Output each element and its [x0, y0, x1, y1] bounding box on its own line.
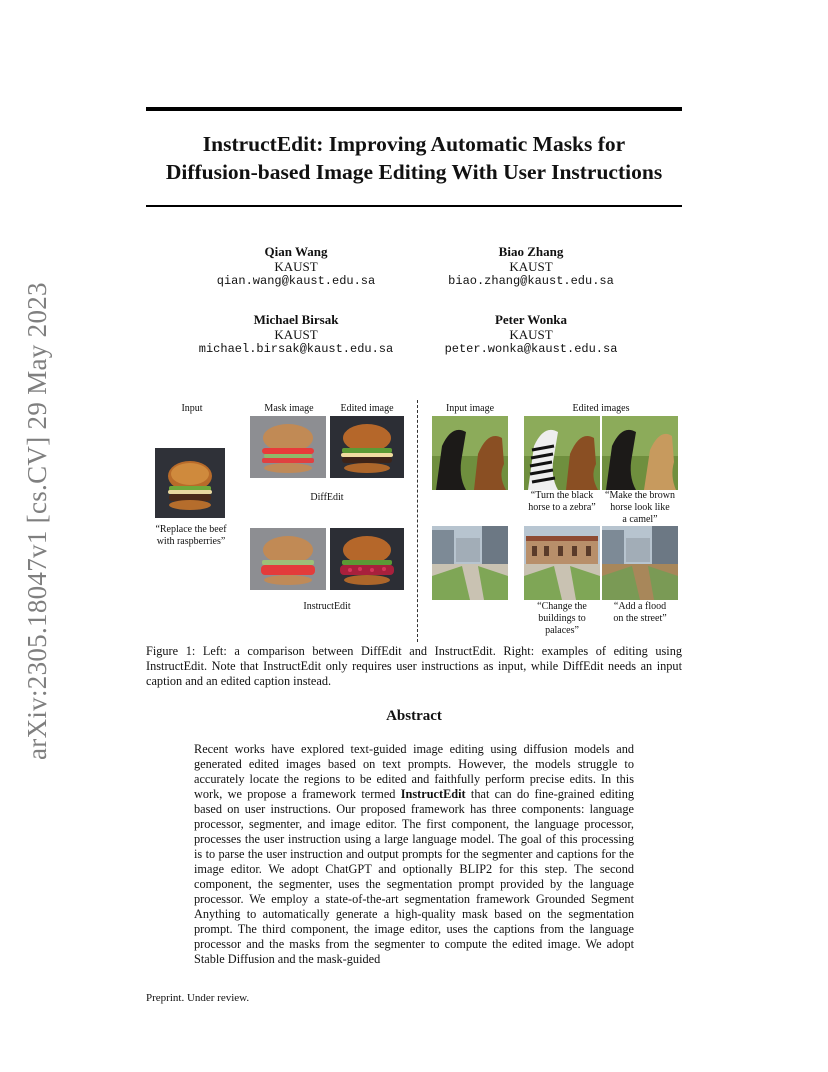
abstract-method-name: InstructEdit — [400, 787, 466, 801]
fig-label-mask-image: Mask image — [264, 403, 314, 414]
author-affiliation: KAUST — [274, 327, 318, 342]
arxiv-stamp: arXiv:2305.18047v1 [cs.CV] 29 May 2023 — [22, 282, 52, 760]
author-block-4 — [420, 312, 642, 357]
fig-caption-flood: “Add a flood on the street” — [613, 601, 667, 624]
diffedit-mask-image — [250, 416, 326, 478]
fig-caption-camel: “Make the brown horse look like a camel” — [605, 490, 675, 525]
input-street-image — [432, 526, 508, 600]
author-name: Qian Wang — [264, 244, 328, 259]
fig-instruction-burger: “Replace the beef with raspberries” — [155, 524, 227, 547]
fig-caption-palaces: “Change the buildings to palaces” — [537, 601, 587, 636]
abstract-heading: Abstract — [386, 708, 442, 724]
title-line-1: InstructEdit: Improving Automatic Masks for — [202, 132, 626, 156]
author-block-2 — [420, 244, 642, 289]
fig-label-edited-images: Edited images — [572, 403, 630, 414]
author-name: Michael Birsak — [253, 312, 339, 327]
title-rule-top — [146, 107, 682, 111]
abstract-body — [194, 742, 634, 967]
figure-caption: Figure 1: Left: a comparison between DiffEdit and InstructEdit. Right: examples of editing using InstructEdit. Note that InstructEdit only requires user instructions as input, while DiffEdit needs an input caption and an edited caption instead. — [146, 644, 682, 688]
author-affiliation: KAUST — [509, 259, 553, 274]
author-email[interactable]: peter.wonka@kaust.edu.sa — [444, 342, 618, 356]
author-affiliation: KAUST — [274, 259, 318, 274]
figure-divider — [417, 400, 418, 642]
input-horses-image — [432, 416, 508, 490]
abstract-text-1: Recent works have explored text-guided image editing using diffusion models and generated edited images based on text prompts. However, the models struggle to accurately locate the regions to be edited and faithfully perform precise edits. In this work, we propose a framework termed — [194, 742, 634, 801]
fig-label-edited-image: Edited image — [340, 403, 394, 414]
author-name: Peter Wonka — [494, 312, 568, 327]
fig-label-input-image: Input image — [445, 403, 495, 414]
author-block-3 — [186, 312, 406, 357]
title-rule-bottom — [146, 205, 682, 207]
instructedit-edited-image — [330, 528, 404, 590]
author-email[interactable]: biao.zhang@kaust.edu.sa — [448, 274, 614, 288]
paper-title — [146, 130, 682, 186]
author-name: Biao Zhang — [498, 244, 564, 259]
fig-label-instructedit: InstructEdit — [303, 601, 351, 612]
edited-palaces-image — [524, 526, 600, 600]
instructedit-mask-image — [250, 528, 326, 590]
diffedit-edited-image — [330, 416, 404, 478]
title-line-2: Diffusion-based Image Editing With User Instructions — [165, 160, 663, 184]
fig-label-diffedit: DiffEdit — [310, 492, 344, 503]
fig-caption-zebra: “Turn the black horse to a zebra” — [528, 490, 596, 513]
edited-zebra-image — [524, 416, 600, 490]
edited-camel-image — [602, 416, 678, 490]
author-affiliation: KAUST — [509, 327, 553, 342]
author-block-1 — [186, 244, 406, 289]
edited-flood-image — [602, 526, 678, 600]
author-email[interactable]: qian.wang@kaust.edu.sa — [216, 274, 376, 288]
input-burger-image — [155, 448, 225, 518]
abstract-text-2: that can do fine-grained editing based on user instructions. Our proposed framework has three components: language processor, segmenter, and image editor. The first component, the language processor, processes the user instruction using a large language model. The goal of this processing is to parse the user instruction and output prompts for the segmenter and captions for the image editor. We adopt ChatGPT and optionally BLIP2 for this step. The second component, the segmenter, uses the segmentation prompt provided by the language processor. We employ a state-of-the-art segmentation framework Grounded Segment Anything to automatically generate a high-quality mask based on the segmentation prompt. The third component, the image editor, uses the captions from the language processor and the masks from the segmenter to compute the edited image. We adopt Stable Diffusion and the mask-guided — [194, 787, 634, 966]
footer-note: Preprint. Under review. — [146, 992, 250, 1004]
fig-label-input: Input — [181, 403, 203, 414]
author-email[interactable]: michael.birsak@kaust.edu.sa — [198, 342, 394, 356]
